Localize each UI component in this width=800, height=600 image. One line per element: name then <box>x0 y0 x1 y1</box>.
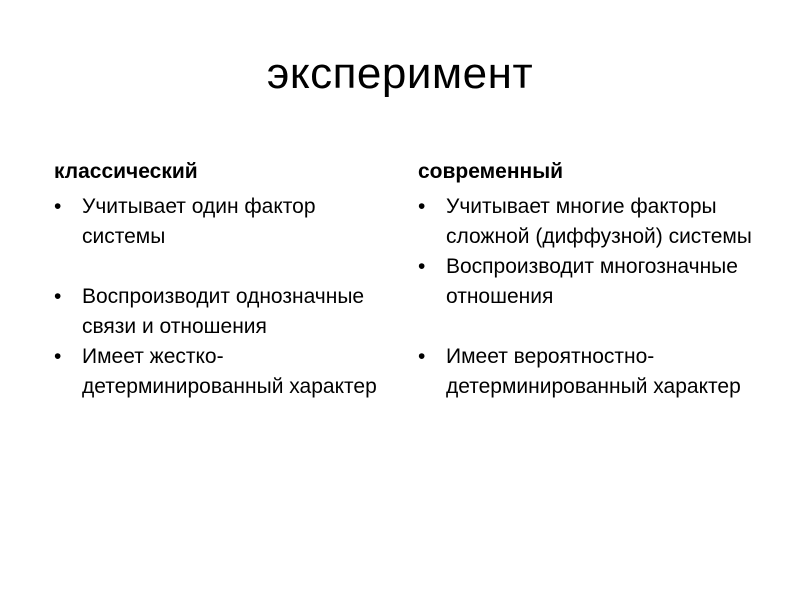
classic-bullet-1: • Учитывает один фактор системы <box>54 192 394 252</box>
modern-heading: современный <box>418 160 564 183</box>
classic-heading: классический <box>54 160 198 183</box>
modern-bullet-3: • Имеет вероятностно-детерминированный характер <box>418 342 758 402</box>
modern-bullet-list <box>418 192 758 402</box>
classic-bullet-2: • Воспроизводит однозначные связи и отношения <box>54 282 394 342</box>
classic-bullet-list <box>54 192 394 402</box>
classic-column <box>54 158 394 402</box>
modern-column <box>418 158 758 402</box>
classic-bullet-3: • Имеет жестко-детерминированный характер <box>54 342 394 402</box>
modern-bullet-1: • Учитывает многие факторы сложной (диффузной) системы <box>418 192 758 252</box>
modern-bullet-2: • Воспроизводит многозначные отношения <box>418 252 758 312</box>
slide-title: эксперимент <box>266 49 534 98</box>
